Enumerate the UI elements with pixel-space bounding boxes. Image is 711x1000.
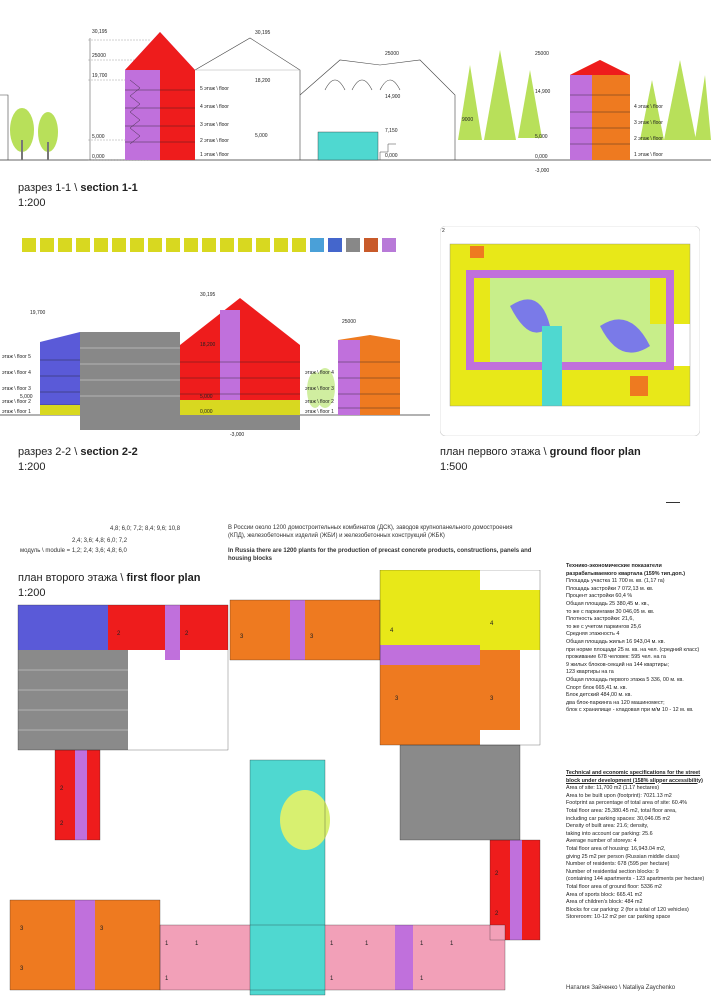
svg-text:0,000: 0,000	[535, 154, 548, 160]
section-1-1-title: разрез 1-1 \ section 1-1	[18, 182, 138, 194]
section-1-1-scale: 1:200	[18, 197, 46, 209]
level-label: 30,195	[92, 29, 108, 35]
function-icon	[238, 238, 252, 252]
svg-text:0,000: 0,000	[200, 409, 213, 415]
author-credit: Наталия Зайченко \ Nataliya Zaychenko	[566, 985, 676, 991]
svg-text:4 этаж \ floor: 4 этаж \ floor	[634, 104, 663, 110]
svg-text:2: 2	[495, 911, 499, 917]
svg-text:1: 1	[365, 941, 369, 947]
svg-text:30,195: 30,195	[255, 30, 271, 36]
svg-text:14,900: 14,900	[535, 89, 551, 95]
function-icon	[364, 238, 378, 252]
svg-text:этаж \ floor 1: этаж \ floor 1	[305, 409, 334, 415]
module-note-line2: 2,4; 3,6; 4,8; 6,0; 7,2	[72, 538, 128, 544]
spec-ru-line: Процент застройки 60,4 %	[566, 593, 633, 600]
svg-text:2 этаж \ floor: 2 этаж \ floor	[200, 138, 229, 144]
spec-en-line: Area of children's block: 484 m2	[566, 899, 643, 906]
svg-text:25000: 25000	[385, 51, 399, 57]
svg-text:5,000: 5,000	[92, 134, 105, 140]
svg-text:18,200: 18,200	[200, 342, 216, 348]
svg-text:1: 1	[165, 941, 169, 947]
svg-text:1 этаж \ floor: 1 этаж \ floor	[200, 152, 229, 158]
ground-floor-scale: 1:500	[440, 461, 468, 473]
svg-text:2: 2	[495, 871, 499, 877]
spec-en-line: Total floor area of ground floor: 5336 m2	[566, 883, 662, 890]
first-floor-plan	[0, 570, 560, 1000]
spec-ru-line: два блок-паркинга на 120 машиномест;	[566, 699, 665, 706]
svg-text:3 этаж \ floor: 3 этаж \ floor	[634, 120, 663, 126]
svg-text:9000: 9000	[462, 117, 474, 123]
spec-en-line: (containing 144 apartments - 123 apartments per hectare)	[566, 876, 705, 883]
spec-en-line: giving 25 m2 per person (Russian middle class)	[566, 853, 680, 860]
svg-text:7,150: 7,150	[385, 128, 398, 134]
function-icon	[292, 238, 306, 252]
svg-text:5 этаж \ floor: 5 этаж \ floor	[200, 86, 229, 92]
function-icon	[202, 238, 216, 252]
svg-text:19,700: 19,700	[92, 73, 108, 79]
function-icon	[148, 238, 162, 252]
svg-text:3: 3	[20, 926, 24, 932]
spec-en-line: Total floor area of housing: 16,943.04 m2,	[566, 845, 666, 852]
svg-text:этаж \ floor 4: этаж \ floor 4	[2, 370, 31, 376]
svg-text:этаж \ floor 2: этаж \ floor 2	[305, 399, 334, 405]
svg-text:1: 1	[165, 976, 169, 982]
function-icon	[58, 238, 72, 252]
svg-text:1 этаж \ floor: 1 этаж \ floor	[634, 152, 663, 158]
function-icon	[166, 238, 180, 252]
spec-ru-line: 123 квартиры на га	[566, 669, 614, 676]
svg-text:4 этаж \ floor: 4 этаж \ floor	[200, 104, 229, 110]
svg-text:18,200: 18,200	[255, 78, 271, 84]
svg-text:2: 2	[60, 821, 64, 827]
spec-en-line: Density of built area: 21.6; density,	[566, 823, 649, 830]
spec-ru-line: при норме площади 25 м. кв. на чел. (средний класс)	[566, 646, 700, 653]
svg-text:4: 4	[390, 628, 394, 634]
specs-en	[566, 770, 706, 922]
function-icon	[40, 238, 54, 252]
svg-text:1: 1	[420, 941, 424, 947]
spec-en-line: Average number of storeys: 4	[566, 838, 637, 845]
svg-text:4: 4	[490, 621, 494, 627]
spec-en-line: Blocks for car parking: 2 (for a total of 120 vehicles)	[566, 906, 689, 913]
function-icon	[382, 238, 396, 252]
function-icon	[94, 238, 108, 252]
svg-text:3 этаж \ floor: 3 этаж \ floor	[200, 122, 229, 128]
tree-icon	[10, 108, 58, 160]
spec-en-line: Total floor area: 25,380.45 m2, total floor area,	[566, 807, 677, 814]
separator-line	[666, 502, 680, 503]
spec-en-line: Footprint as percentage of total area of site: 60.4%	[566, 800, 688, 807]
spec-ru-line: Площадь участка 11 700 м. кв. (1,17 га)	[566, 578, 665, 585]
specs-en-heading: Technical and economic specifications for the street block under development (158% slipper accessibility)	[566, 770, 703, 784]
svg-text:5,000: 5,000	[255, 133, 268, 139]
svg-text:5,000: 5,000	[200, 394, 213, 400]
spec-en-line: Area to be built upon (footprint): 7021.13 m2	[566, 792, 672, 799]
svg-text:2 этаж \ floor: 2 этаж \ floor	[634, 136, 663, 142]
svg-text:этаж \ floor 4: этаж \ floor 4	[305, 370, 334, 376]
svg-text:1: 1	[450, 941, 454, 947]
function-icon	[130, 238, 144, 252]
spec-ru-line: Средняя этажность 4	[566, 631, 620, 638]
svg-text:25000: 25000	[92, 53, 106, 59]
svg-text:-3,000: -3,000	[535, 168, 550, 174]
ground-floor-title: план первого этажа \ ground floor plan	[440, 446, 641, 458]
spec-en-line: taking into account car parking: 25.6	[566, 830, 653, 837]
svg-text:2: 2	[117, 631, 121, 637]
spec-en-line: Number of residential section blocks: 9	[566, 868, 659, 875]
function-icon	[184, 238, 198, 252]
spec-ru-line: проживание 678 человек: 595 чел. на га	[566, 654, 666, 661]
function-icon	[112, 238, 126, 252]
spec-ru-line: то же с учетом паркингов 25,6	[566, 623, 642, 630]
svg-text:30,195: 30,195	[200, 292, 216, 298]
svg-text:5,000: 5,000	[20, 394, 33, 400]
function-icon	[220, 238, 234, 252]
first-floor-title: план второго этажа \ first floor plan	[18, 572, 201, 584]
svg-text:этаж \ floor 3: этаж \ floor 3	[2, 386, 31, 392]
spec-ru-line: Общая площадь первого этажа 5 336, 00 м. кв.	[566, 676, 684, 683]
svg-text:3: 3	[100, 926, 104, 932]
svg-text:этаж \ floor 3: этаж \ floor 3	[305, 386, 334, 392]
spec-en-line: including car parking spaces: 30,046.05 m2	[566, 815, 670, 822]
svg-text:2: 2	[442, 228, 445, 234]
svg-text:3: 3	[395, 696, 399, 702]
spec-ru-line: Общая площадь жилья 16 943,04 м. кв.	[566, 638, 666, 645]
svg-text:1: 1	[330, 976, 334, 982]
function-icon	[274, 238, 288, 252]
spec-ru-line: блок с хранилище - кладовая при м/м 10 - 12 м. кв.	[566, 707, 694, 714]
spec-ru-line: то же с паркингами 30 046,05 м. кв.	[566, 608, 655, 615]
svg-text:19,700: 19,700	[30, 310, 46, 316]
spec-en-line: Storeroom: 10-12 m2 per car parking space	[566, 914, 671, 921]
spec-ru-line: Площадь застройки 7 072,13 м. кв.	[566, 585, 654, 592]
svg-text:1: 1	[330, 941, 334, 947]
specs-ru	[566, 563, 706, 715]
svg-text:5,000: 5,000	[535, 134, 548, 140]
svg-text:этаж \ floor 5: этаж \ floor 5	[2, 354, 31, 360]
svg-text:2: 2	[185, 631, 189, 637]
svg-text:25000: 25000	[535, 51, 549, 57]
svg-text:-3,000: -3,000	[230, 432, 245, 438]
svg-text:этаж \ floor 1: этаж \ floor 1	[2, 409, 31, 415]
module-note-line1: 4,8; 6,0; 7,2; 8,4; 9,6; 10,8	[110, 526, 181, 532]
svg-text:3: 3	[310, 634, 314, 640]
function-icon	[76, 238, 90, 252]
specs-ru-heading: Технико-экономические показатели разрабатываемого квартала (159% тип.доп.)	[566, 563, 686, 577]
first-floor-scale: 1:200	[18, 587, 46, 599]
svg-text:0,000: 0,000	[385, 153, 398, 159]
svg-text:3: 3	[240, 634, 244, 640]
section-2-2-title: разрез 2-2 \ section 2-2	[18, 446, 138, 458]
svg-text:14,900: 14,900	[385, 94, 401, 100]
svg-text:этаж \ floor 2: этаж \ floor 2	[2, 399, 31, 405]
plant-note-ru: В России около 1200 домостроительных комбинатов (ДСК), заводов крупнопанельного домостроения (КПД), железобетонных изделий (ЖБИ) и железобетонных конструкций (ЖБК)	[228, 525, 513, 539]
function-icon	[328, 238, 342, 252]
svg-text:3: 3	[20, 966, 24, 972]
svg-text:25000: 25000	[342, 319, 356, 325]
svg-text:1: 1	[195, 941, 199, 947]
svg-text:3: 3	[490, 696, 494, 702]
svg-text:0,000: 0,000	[92, 154, 105, 160]
section-2-2-scale: 1:200	[18, 461, 46, 473]
spec-ru-line: Спорт блок 665,41 м. кв.	[566, 684, 627, 691]
svg-text:1: 1	[420, 976, 424, 982]
function-icon	[256, 238, 270, 252]
spec-ru-line: Общая площадь 25 380,45 м. кв.,	[566, 600, 650, 607]
spec-ru-line: 9 жилых блоков-секций на 144 квартиры;	[566, 661, 669, 668]
svg-text:2: 2	[60, 786, 64, 792]
ground-floor-site-plan	[440, 226, 700, 436]
spec-en-line: Area of sports block: 665.41 m2	[566, 891, 643, 898]
function-icon	[346, 238, 360, 252]
spec-en-line: Number of residents: 678 (595 per hectare)	[566, 861, 670, 868]
module-note-line3: модуль \ module = 1,2; 2,4; 3,6; 4,8; 6,0	[20, 548, 127, 554]
spec-en-line: Area of site: 11,700 m2 (1.17 hectares)	[566, 785, 660, 792]
plant-note-en: In Russia there are 1200 plants for the production of precast concrete products, constructions, panels and housing blocks	[228, 548, 532, 562]
function-icon	[310, 238, 324, 252]
spec-ru-line: Блок детский 484,00 м. кв.	[566, 692, 632, 699]
function-icon	[22, 238, 36, 252]
spec-ru-line: Плотность застройки: 21,6,	[566, 616, 634, 623]
function-icons-row	[22, 238, 400, 257]
section-2-2-drawing	[0, 290, 430, 440]
section-1-1-drawing	[0, 20, 711, 180]
